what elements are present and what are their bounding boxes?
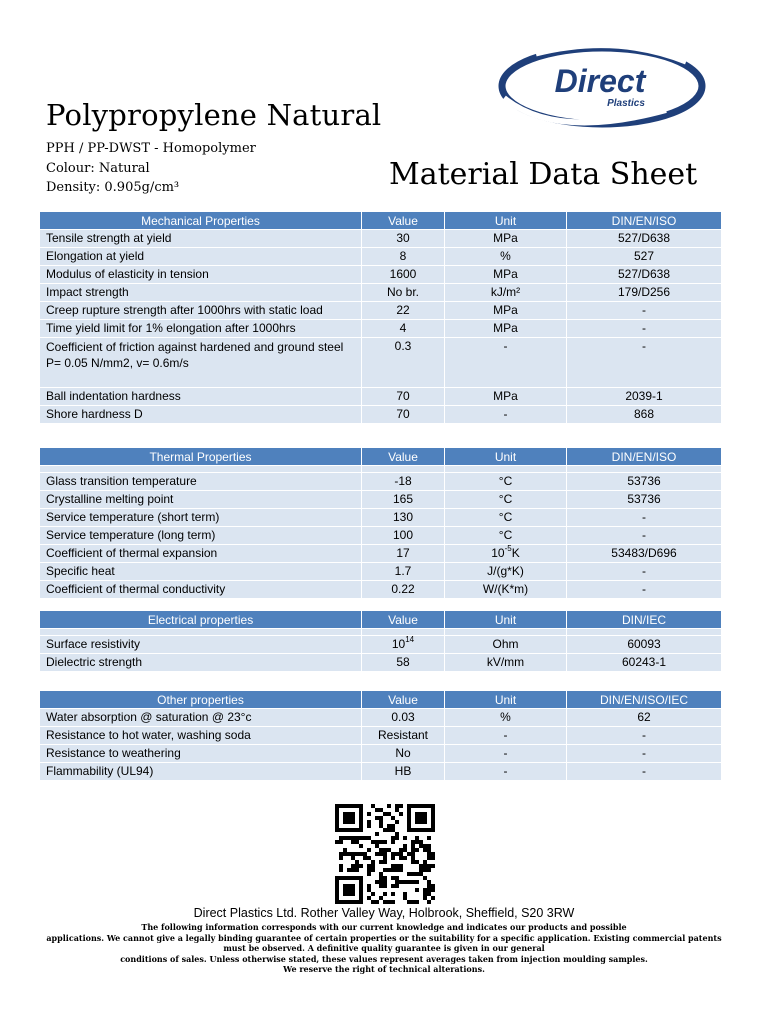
property-standard: 53736 [567,490,721,508]
electrical-properties-table [40,611,721,671]
column-header: DIN/EN/ISO/IEC [567,691,721,708]
table-row [40,337,721,387]
property-unit: MPa [445,387,567,405]
material-type: PPH / PP-DWST - Homopolymer [46,141,256,156]
property-standard: - [567,337,721,387]
table-row [40,580,721,598]
property-value [362,635,445,653]
table-row [40,265,721,283]
property-standard: - [567,580,721,598]
property-standard: 868 [567,405,721,423]
property-name: Specific heat [40,562,362,580]
property-name: Time yield limit for 1% elongation after 1000hrs [40,319,362,337]
table-row [40,229,721,247]
density-line: Density: 0.905g/cm³ [46,180,180,195]
other-properties-table [40,691,721,780]
logo-text-sub: Plastics [607,98,645,109]
property-unit: °C [445,472,567,490]
property-value: 0.22 [362,580,445,598]
property-name: Service temperature (long term) [40,526,362,544]
property-unit: Ohm [445,635,567,653]
property-unit: MPa [445,265,567,283]
property-name: Dielectric strength [40,653,362,671]
property-value: HB [362,762,445,780]
property-value: 22 [362,301,445,319]
property-value: No [362,744,445,762]
table-header-row [40,448,721,465]
property-unit: kV/mm [445,653,567,671]
property-unit: MPa [445,319,567,337]
property-name: Service temperature (short term) [40,508,362,526]
product-title: Polypropylene Natural [46,98,382,132]
table-row [40,301,721,319]
property-unit: MPa [445,229,567,247]
disclaimer-line: conditions of sales. Unless otherwise stated, these values represent averages taken from injection moulding samples. [120,953,648,964]
table-row [40,726,721,744]
column-header: Electrical properties [40,611,362,628]
property-value: 30 [362,229,445,247]
property-standard: - [567,744,721,762]
property-value: 165 [362,490,445,508]
expansion-unit-kelvin: K [511,546,520,560]
table-row [40,544,721,562]
column-header: Unit [445,691,567,708]
property-value: 130 [362,508,445,526]
property-standard: 2039-1 [567,387,721,405]
mechanical-properties-table [40,212,721,423]
table-row [40,472,721,490]
table-row [40,708,721,726]
logo-text-main: Direct [554,63,646,99]
column-header: DIN/EN/ISO [567,448,721,465]
property-value: 58 [362,653,445,671]
table-row [40,653,721,671]
property-value: 8 [362,247,445,265]
property-name: Creep rupture strength after 1000hrs with static load [40,301,362,319]
table-row [40,490,721,508]
property-standard: - [567,319,721,337]
property-name: Elongation at yield [40,247,362,265]
property-value: 1600 [362,265,445,283]
company-address: Direct Plastics Ltd. Rother Valley Way, Holbrook, Sheffield, S20 3RW [193,906,575,920]
spacer-row [40,465,721,472]
property-unit: - [445,726,567,744]
property-name: Impact strength [40,283,362,301]
resistivity-base: 10 [391,637,406,651]
property-unit: J/(g*K) [445,562,567,580]
property-value: 1.7 [362,562,445,580]
property-value: No br. [362,283,445,301]
qr-code[interactable] [332,804,438,904]
property-unit [445,544,567,562]
table-row [40,762,721,780]
property-unit: - [445,405,567,423]
column-header: DIN/IEC [567,611,721,628]
thermal-properties-table [40,448,721,598]
column-header: Unit [445,448,567,465]
property-value: -18 [362,472,445,490]
expansion-unit-base: 10 [491,546,505,560]
property-name: Water absorption @ saturation @ 23°c [40,708,362,726]
property-unit: kJ/m² [445,283,567,301]
property-unit: °C [445,490,567,508]
column-header: Thermal Properties [40,448,362,465]
property-standard: - [567,526,721,544]
property-name: Crystalline melting point [40,490,362,508]
property-name: Surface resistivity [40,635,362,653]
direct-plastics-logo [496,40,708,130]
property-value: 100 [362,526,445,544]
property-name: Tensile strength at yield [40,229,362,247]
property-name: Coefficient of thermal expansion [40,544,362,562]
disclaimer-line: We reserve the right of technical alterations. [283,964,485,974]
table-header-row [40,611,721,628]
property-unit: - [445,337,567,387]
property-name: Coefficient of thermal conductivity [40,580,362,598]
column-header: DIN/EN/ISO [567,212,721,229]
property-standard: - [567,726,721,744]
property-standard: 53483/D696 [567,544,721,562]
property-value: 17 [362,544,445,562]
property-value: 0.3 [362,337,445,387]
property-name: Ball indentation hardness [40,387,362,405]
property-unit: - [445,744,567,762]
column-header: Unit [445,611,567,628]
friction-property-label: Coefficient of friction against hardened and ground steel [46,340,344,354]
disclaimer-line: The following information corresponds with our current knowledge and indicates our products and possible [141,922,627,932]
property-value: Resistant [362,726,445,744]
property-name: Resistance to hot water, washing soda [40,726,362,744]
column-header: Unit [445,212,567,229]
property-value: 70 [362,405,445,423]
friction-test-condition: P= 0.05 N/mm2, v= 0.6m/s [46,356,189,370]
property-name [40,337,362,387]
table-row [40,508,721,526]
disclaimer [40,922,728,975]
property-standard: 62 [567,708,721,726]
property-standard: - [567,762,721,780]
property-standard: 60243-1 [567,653,721,671]
expansion-unit-exponent: -5 [504,544,512,553]
table-row [40,387,721,405]
property-unit: % [445,708,567,726]
property-unit: - [445,762,567,780]
property-standard: 179/D256 [567,283,721,301]
colour-line: Colour: Natural [46,161,150,176]
table-row [40,405,721,423]
property-name: Glass transition temperature [40,472,362,490]
resistivity-exponent: 14 [405,635,415,644]
table-row [40,319,721,337]
property-value: 4 [362,319,445,337]
property-standard: - [567,562,721,580]
spacer-row [40,628,721,635]
document-title: Material Data Sheet [389,157,698,192]
table-row [40,562,721,580]
property-name: Modulus of elasticity in tension [40,265,362,283]
property-name: Shore hardness D [40,405,362,423]
property-unit: °C [445,526,567,544]
property-unit: W/(K*m) [445,580,567,598]
column-header: Value [362,691,445,708]
column-header: Mechanical Properties [40,212,362,229]
property-standard: - [567,508,721,526]
disclaimer-line: must be observed. A definitive quality guarantee is given in our general [223,943,545,953]
column-header: Value [362,212,445,229]
property-name: Flammability (UL94) [40,762,362,780]
column-header: Other properties [40,691,362,708]
column-header: Value [362,611,445,628]
table-row [40,526,721,544]
property-unit: MPa [445,301,567,319]
property-unit: °C [445,508,567,526]
property-standard: - [567,301,721,319]
disclaimer-line: applications. We cannot give a legally binding guarantee of certain properties or the suitability for a specific application. Existing commercial patents [46,932,722,943]
property-standard: 527 [567,247,721,265]
property-unit: % [445,247,567,265]
table-row [40,283,721,301]
table-header-row [40,212,721,229]
property-standard: 527/D638 [567,265,721,283]
table-row [40,247,721,265]
property-standard: 60093 [567,635,721,653]
property-standard: 527/D638 [567,229,721,247]
property-value: 0.03 [362,708,445,726]
column-header: Value [362,448,445,465]
table-header-row [40,691,721,708]
property-standard: 53736 [567,472,721,490]
table-row [40,744,721,762]
property-value: 70 [362,387,445,405]
table-row [40,635,721,653]
property-name: Resistance to weathering [40,744,362,762]
